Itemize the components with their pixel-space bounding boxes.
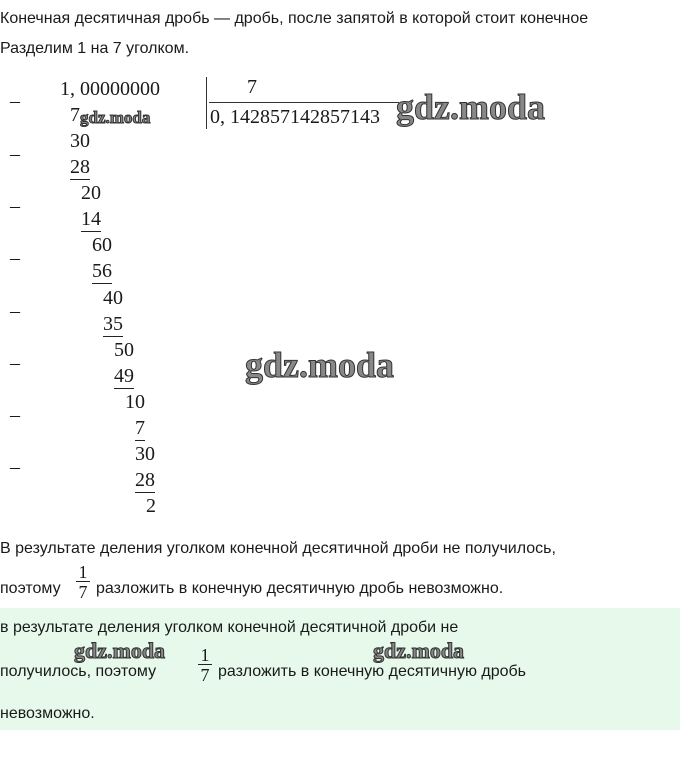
subtrahend: 28 (135, 469, 155, 491)
watermark: gdz.moda (80, 108, 151, 127)
fraction-denominator: 7 (200, 665, 210, 685)
remainder: 20 (81, 182, 101, 204)
minus-sign: – (10, 352, 20, 374)
subtrahend: 7 (135, 417, 145, 439)
quotient: 0, 142857142857143 (210, 106, 380, 128)
remainder: 30 (70, 130, 90, 152)
watermark: gdz.moda (74, 638, 166, 663)
intro-line-2: Разделим 1 на 7 уголком. (0, 40, 190, 57)
subtrahend: 14 (81, 208, 101, 230)
fraction-numerator: 1 (198, 646, 212, 665)
remainder: 40 (103, 287, 123, 309)
division-bracket-vertical (206, 77, 207, 129)
minus-sign: – (10, 90, 20, 112)
answer-line-2-start: получилось, поэтому (0, 663, 157, 680)
remainder: 50 (114, 339, 134, 361)
minus-sign: – (10, 143, 20, 165)
subtrahend: 49 (114, 365, 134, 387)
minus-sign: – (10, 195, 20, 217)
minus-sign: – (10, 300, 20, 322)
fraction-one-seventh (76, 563, 90, 602)
fraction-denominator: 7 (78, 582, 88, 602)
watermark: gdz.moda (245, 345, 395, 385)
watermark: gdz.moda (373, 638, 465, 663)
fraction-one-seventh (198, 646, 212, 685)
answer-line-2-end: разложить в конечную десятичную дробь (218, 663, 527, 680)
watermark: gdz.moda (396, 87, 546, 127)
answer-line-1: в результате деления уголком конечной десятичной дроби не (0, 619, 459, 636)
conclusion-line-2-end: разложить в конечную десятичную дробь невозможно. (96, 580, 504, 597)
dividend: 1, 00000000 (60, 78, 160, 100)
remainder: 60 (92, 234, 112, 256)
remainder: 10 (125, 391, 145, 413)
minus-sign: – (10, 456, 20, 478)
first-subtrahend: 7 (70, 104, 80, 126)
subtrahend: 28 (70, 156, 90, 178)
subtrahend: 56 (92, 260, 112, 282)
minus-sign: – (10, 404, 20, 426)
answer-box (0, 608, 680, 730)
subtrahend: 35 (103, 313, 123, 335)
intro-line-1: Конечная десятичная дробь — дробь, после запятой в которой стоит конечное (0, 10, 589, 27)
conclusion-line-1: В результате деления уголком конечной десятичной дроби не получилось, (0, 540, 556, 557)
divisor: 7 (247, 76, 257, 98)
final-remainder: 2 (146, 495, 156, 517)
minus-sign: – (10, 247, 20, 269)
division-bracket-horizontal (209, 102, 399, 103)
conclusion-line-2-start: поэтому (0, 580, 61, 597)
fraction-numerator: 1 (76, 563, 90, 582)
answer-line-3: невозможно. (0, 705, 95, 722)
remainder: 30 (135, 443, 155, 465)
